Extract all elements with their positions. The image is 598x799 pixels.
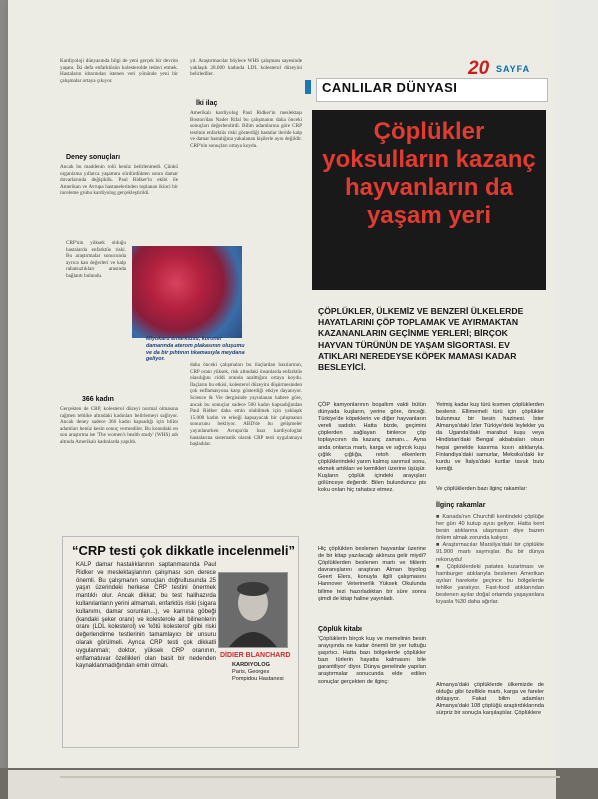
bullet-item: ■ Çöplüklerdeki patates kızartması ve hamburger atıklarıyla beslenen Amerikan ayıları harekete geçince bu bölgelerde tehlike yaratıyor. Fast-food atıklarından beslenen ayılar doğal ortamda yaşayanlara kıyasla %30 daha ağırlar.: [436, 563, 544, 606]
left-col1-heading2: 366 kadın: [82, 396, 114, 403]
left-col2-heading: İki ilaç: [196, 100, 218, 107]
person-role: KARDIYOLOG: [232, 662, 270, 668]
headline: Çöplükler yoksulların kazanç hayvanların da yaşam yeri: [322, 118, 536, 229]
fold-line: [60, 776, 560, 778]
main-col1-b: Hiç çöplükten beslenen hayvanlar üzerine de bir kitap yazılacağı aklınıza gelir miydi? Çöplüklerden beslenen martı ve tiklerin davranışlarını araştıran Alman biyolog Geert Elers, konuyla ilgili çalışmasını Hannover Veterinerlik Yüksek Okulunda bilime tezi hazırladıktan bir süre sonra şimdi de kitap haline yayınladı.: [318, 546, 426, 602]
person-name: DİDIER BLANCHARD: [220, 652, 291, 659]
left-col2-bottom: daha önceki çalışmaları bu ilaçlardan bazılarının, CRP oranı yüksek, risk altındaki insanlarda enfarktüs olasılığını ciddi oranda azalttığını ortaya koydu. İlaçların bu etkisi, kolesterol düzeyini düşürmesinden çok enflamasyona karşı gösterdiği etkiye dayanıyor. Science & Vie dergisinde yayınlanan habere göre, ancak bu sonuçlar sadece 500 kadın kapsadığından Paul Ridker daha emin olabilmek için yaklaşık 15.000 kadın ve erkeği kapsayacak bir çalışmanın sonucunu bekliyor. ABD'de bu gelişmeler yayınlanırken Avrupa'da bazı kardiyologlar hastalarına sistematik olarak CRP testi uygulamaya başladılar.: [190, 362, 302, 448]
section-title: CANLILAR DÜNYASI: [322, 80, 458, 95]
main-col2-c: Almanya'daki çöplüklerde ülkemizde de olduğu gibi özellikle martı, karga ve fareler dolaşıyor. Fakat bilim adamları Almanya'daki 108 çöplüğü araştırdıklarında sürpriz bir sonuçla karşılaştılar. Çöplüklere: [436, 682, 544, 717]
page-label: SAYFA: [496, 64, 531, 74]
left-col1-heading: Deney sonuçları: [66, 154, 121, 161]
page-bottom-edge: [8, 770, 556, 799]
main-col1-heading: Çöplük kitabı: [318, 626, 362, 633]
quote-body: KALP damar hastalıklarının saptanmasında Paul Ridker ve meslektaşlarının çalışması son derece önemli. Bu çalışmanın sonuçları doğrultusunda 25 yaşın üzerindeki herkese CRP testini önermek mantıklı olur. Ancak dikkat; bu test halihazırda kullanılanların yerini almamalı, enfarktüs riski (sigara kullanımı, damar sorunları...), ve karnına göbeği (kandaki şeker oranı) ve kolesterole ait bilinenlerin oranı (LDL kolesterol) ve 'kötü kolesterol' gibi riski değerlendirme testlerinin tamamlayıcı bir unsuru olarak görülmeli. Ayrıca CRP testi çok dikkatli uygulanmalı; doktor, yüksek CRP oranının, enflamatuvar özellikleri olan basit bir nedenden kaynaklanmadığından emin olmalı.: [76, 562, 216, 670]
person-place: Paris, Georges Pompidou Hastanesi: [232, 669, 284, 682]
left-col1-bottom: Gerçekten de CRP, kolesterol düzeyi normal olmasına rağmen tehlike altındaki kadınları belirlemeyi sağlıyor. Ancak deney sadece 366 kadın kapsadığı için bilim adamları henüz kesin sonuç vermediler. Bu konudaki en son araştırma ise 'The women's health study' (WHS) adı altında Amerikalı kadınlarda yapıldı.: [60, 406, 178, 445]
cardiologist-portrait: [218, 572, 288, 648]
main-col1-a: ÇÖP kamyonlarının boşaltım vakti bütün dünyada kuşların, yerine göre, önceği. Türkiye'de köpeklerin ve diğer hayvanların vereli sadıdır. Hatta bizde, geçimini çöplerden sağlayan binlerce çöp toplayıcının da kazanç zamanı... Ayna anda onlarca martı, karga ve sığırcık kuşu çığlık çığlığa, retoh elkenlerin çöplüklerindeki yarım kalmış sarımsıl sonu, ekmek artıkları ve kemikleri üzerine üşüşür. Kuşların çöplük içindeki arayışları gölünceye değerdir. Bilen bulunduncu pis koku onları hiç rahatsız etmez.: [318, 402, 426, 494]
left-col1-mid: CRP'nin yüksek olduğu hastalarda enfarktüs riski. Bu araştırmalar sonucunda ayrıca kan değerleri ve kalp rahatsızlıkları arasında bağlantı bulundu.: [66, 240, 126, 279]
article-deck: ÇÖPLÜKLER, ÜLKEMİZ VE BENZERİ ÜLKELERDE HAYATLARINI ÇÖP TOPLAMAK VE AYIRMAKTAN KAZANANLARIN GEÇİNME YERLERİ; BİRÇOK HAYVAN TÜRÜNÜN DE YAŞAM SİGORTASI. EV ATIKLARI NEREDEYSE KÖPEK MAMASI KADAR BESLEYİCİ.: [318, 306, 524, 373]
bullet-item: ■ Araştırmacılar Marsilya'daki bir çöplükte 91.900 martı saymışlar. Bu bir dünya rekoruydu!: [436, 542, 544, 563]
main-col2-heading: İlginç rakamlar: [436, 502, 486, 509]
section-accent-bar: [305, 80, 311, 94]
page-number: 20: [468, 58, 490, 79]
main-col2-a: Yetmiş kadar kuş türü kısmen çöplüklerden beslenir. Ellimemeli türü için çöplükler bulunmaz bir besin hazinesi. İster Almanya'daki İzler Türkiye'deki leylekler ya da Uganda'daki marabut kuşu veya Hindistan'daki Bengal akbabaları olsun hepsi genelde kasırma kısırı atıklarıyla. Finlandiya'daki samurlar, Meksika'daki kır kurdu ve İtalya'daki kurtlar tavuk butu kemiği.: [436, 402, 544, 472]
artery-photo: [132, 246, 242, 338]
main-col1-c: 'Çöplüklerin birçok kuş ve memelinin besin arayışında ne kadar önemli bir yer tuttuğu şaşırtıcı. Hatta bazı bölgelerde çöplükler bazı türlerin hayatta kalmasını bile garantiliyor' diyor. Dünya genelinde yapılan araştırmalar sonucunda elde edilen sonuçlar gerçekten de ilginç:: [318, 636, 426, 685]
next-page-edge: [556, 0, 598, 799]
left-col1-body: Ancak bu maddenin rolü henüz belirlenmedi. Çünkü organizma yıllarca yaşamını sürdürdükten sonra damar duvarlarında değişiklik. Paul Ridker'in ekibi ile Amerikan ve Avrupa hastanelerinden toplanan ikinci bir inceleme grubu kardiyolog gerçekleştirildi.: [60, 164, 178, 197]
portrait-figure-icon: [219, 573, 287, 647]
left-col2-intro: yıl. Araştırmacılar böylece WHS çalışması sayesinde yaklaşık 28.000 kadında LDL kolesterol düzeyini belirlediler.: [190, 58, 302, 78]
main-col2-b: Ve çöplüklerden bazı ilginç rakamlar:: [436, 486, 528, 492]
person-details: [232, 662, 292, 683]
main-col2-bullets: [436, 514, 544, 606]
quote-title: “CRP testi çok dikkatle incelenmeli”: [72, 543, 296, 558]
left-col2-body: Amerikalı kardiyolog Paul Ridker'in meslektaşı Boston'dan Nader Rifai bu çalışmanın daha önceki sonuçları değerlendirdi. Bilim adamlarına göre CRP testinin enfarktüs riski gösterdiği hastalar ileride kalp ve damar hastalığına yakalanan kişilerle aynı değildir. CRP'nin sonuçları ortaya koydu.: [190, 110, 302, 149]
bullet-item: ■ Kanada'nın Churchill kentindeki çöplüğe her gün 40 kutup ayısı geliyor. Hatta kent besin atıklarına ulaşmasın diye bazen önlem almak zorunda kalıyor.: [436, 514, 544, 542]
left-col1-intro: Kardiyoloji dünyasında bilgi de yeni gerçek bir devrim yaşanı. İki defa enfarktüsün kolesterolde tedavi etmek. Hastaların idrarından istenen veri yönünde yeni bir çalışmalar ortaya çıkıyor.: [60, 58, 178, 84]
photo-caption: Miyokard enfarktüsü, koroner damarında aterom plakasının oluşumu ve da bir pıhtının tıkamasıyla meydana geliyor.: [146, 336, 245, 363]
